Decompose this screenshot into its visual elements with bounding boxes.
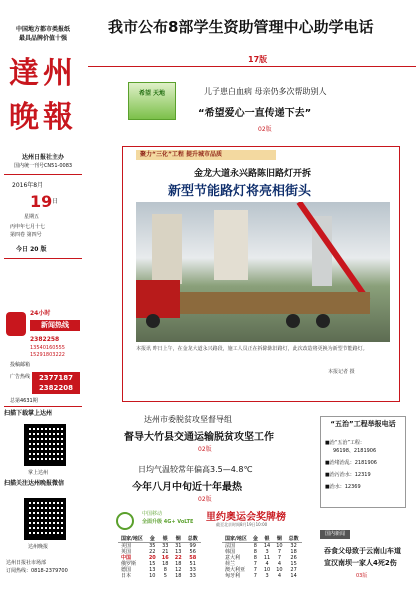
- medal-cell: 99: [189, 543, 196, 549]
- cn-number: 国内统一刊号CN51-0083: [13, 163, 73, 169]
- medal-cell: 德国: [121, 567, 132, 573]
- weekday: 星期五: [24, 214, 40, 220]
- issue-date: 2016年8月: [12, 182, 44, 189]
- crane-arm: [297, 202, 371, 302]
- medal-cell: 10: [149, 573, 156, 579]
- medal-cell: 8: [163, 567, 167, 573]
- lead-kicker: 聚力“三化”工程 提升城市品质: [136, 150, 276, 160]
- medal-cell: 15: [290, 561, 297, 567]
- promo-line-1[interactable]: 儿子患白血病 母亲仍多次帮助别人: [204, 87, 327, 96]
- wechat-name: 达州晚报: [28, 544, 49, 550]
- lead-credit: 本报记者 摄: [328, 369, 355, 375]
- hotline-box-title: “五治”工程举报电话: [330, 420, 396, 428]
- medal-cell: 31: [175, 543, 182, 549]
- page-count: 今日 20 版: [16, 246, 47, 253]
- wheel: [316, 314, 330, 328]
- lead-subtitle[interactable]: 金龙大道永兴路陈旧路灯开拆: [194, 169, 312, 179]
- news-tag: 国内新闻: [320, 530, 350, 539]
- medal-cell: 10: [276, 543, 283, 549]
- medal-cell: 21: [162, 549, 169, 555]
- medal-header-cell: 银: [159, 536, 172, 543]
- olympic-section: [116, 508, 322, 608]
- medal-cell: 18: [290, 549, 297, 555]
- lead-headline[interactable]: 新型节能路灯将亮相街头: [168, 184, 312, 199]
- hotline-1: 2382258: [30, 336, 60, 343]
- promo-banner: [128, 82, 176, 120]
- story-a-headline[interactable]: 督导大竹县交通运输脱贫攻坚工作: [124, 432, 274, 443]
- medal-table-left: [118, 536, 201, 579]
- news-page-ref[interactable]: 03版: [356, 573, 368, 579]
- medal-cell: 27: [290, 567, 297, 573]
- wheel: [286, 314, 300, 328]
- hotline-box-line-1: ■治“五治”工程：: [325, 440, 365, 446]
- issue-number: 总第4631期: [10, 398, 38, 404]
- medal-cell: 英国: [121, 549, 132, 555]
- medal-cell: 32: [290, 543, 297, 549]
- medal-header-cell: 国家/地区: [118, 536, 146, 543]
- medal-cell: 4: [277, 573, 281, 579]
- story-b-page-ref[interactable]: 02版: [198, 496, 212, 503]
- story-a-line[interactable]: 达州市委脱贫攻坚督导组: [144, 415, 232, 424]
- hotline-3: 15291803222: [30, 352, 65, 358]
- lunar-date: 丙申年七月十七: [10, 224, 46, 230]
- medal-cell: 22: [174, 555, 182, 561]
- hotline-2: 13540160555: [30, 345, 65, 351]
- hotline-box-line-2: ■治堵治乱：2181906: [325, 460, 377, 466]
- medal-table-right: [222, 536, 302, 579]
- medal-cell: 35: [149, 543, 156, 549]
- medal-row: [118, 573, 201, 579]
- olympic-logo-icon: [116, 512, 134, 530]
- promo-banner-text: 希望 天地: [138, 90, 166, 97]
- medal-cell: 韩国: [225, 549, 236, 555]
- issue-day: 19: [30, 192, 53, 211]
- top-headline[interactable]: 我市公布8部学生资助管理中心助学电话: [108, 18, 374, 36]
- news-box: [320, 530, 406, 590]
- medal-cell: 荷兰: [225, 561, 236, 567]
- story-a-page-ref[interactable]: 02版: [198, 446, 212, 453]
- email-label: 投稿邮箱: [10, 362, 31, 368]
- medal-cell: 33: [189, 567, 196, 573]
- medal-cell: 33: [162, 543, 169, 549]
- medal-cell: 7: [253, 573, 257, 579]
- building-shape: [214, 210, 248, 280]
- medal-cell: 10: [276, 567, 283, 573]
- sponsor-name: 中国移动: [142, 511, 163, 517]
- truck-cab: [136, 280, 180, 318]
- main-content: [88, 0, 416, 613]
- medal-cell: 澳大利亚: [225, 567, 246, 573]
- promo-page-ref[interactable]: 02版: [258, 126, 272, 133]
- medal-cell: 8: [253, 549, 257, 555]
- medal-cell: 3: [265, 549, 269, 555]
- ad-label: 广告热线: [10, 374, 31, 380]
- medal-header-cell: 铜: [172, 536, 185, 543]
- medal-cell: 51: [189, 561, 196, 567]
- medal-cell: 意大利: [225, 555, 241, 561]
- medal-cell: 7: [253, 561, 257, 567]
- medal-cell: 7: [253, 567, 257, 573]
- publisher: 达州日报社主办: [21, 154, 64, 161]
- medal-cell: 12: [175, 567, 182, 573]
- lead-photo[interactable]: [136, 202, 390, 342]
- medal-cell: 14: [290, 573, 297, 579]
- slogan-1: 中国地方都市类报纸: [15, 26, 70, 33]
- medal-cell: 3: [265, 573, 269, 579]
- top-page-ref[interactable]: 17版: [248, 55, 268, 64]
- masthead-column: [2, 2, 84, 610]
- divider: [4, 258, 82, 259]
- medal-cell: 18: [162, 561, 169, 567]
- medal-header-cell: 金: [146, 536, 159, 543]
- ad-phone-2: 2382208: [38, 384, 74, 392]
- medal-header-cell: 银: [261, 536, 273, 543]
- app-name: 掌上达州: [28, 470, 49, 476]
- medal-cell: 10: [263, 567, 271, 573]
- lead-caption: 本报讯 昨日上午，在金龙大道永兴路段，施工人员正在拆除陈旧路灯，此次改造将更换为新型节能路灯。: [136, 346, 368, 352]
- hotline-box-line-4: ■治水：12369: [325, 484, 361, 490]
- issue-day-suffix: 日: [52, 198, 59, 205]
- medal-cell: 中国: [121, 555, 132, 561]
- medal-header-cell: 总数: [286, 536, 302, 543]
- ad-box: [32, 372, 80, 394]
- wheel: [146, 314, 160, 328]
- medal-row: [222, 573, 302, 579]
- divider: [4, 174, 82, 175]
- hotline-label: 24小时: [30, 310, 51, 317]
- medal-header-cell: 铜: [273, 536, 285, 543]
- masthead-logo: 達州晚報: [9, 56, 77, 135]
- hotline-box-line-1b: 96198、2181906: [333, 448, 377, 454]
- divider: [4, 406, 82, 407]
- medal-cell: 56: [189, 549, 196, 555]
- news-headline-1[interactable]: 吞食父母致于云南山车道: [324, 547, 401, 555]
- medal-header-cell: 金: [250, 536, 261, 543]
- hotline-sub: 新闻热线: [30, 320, 80, 331]
- medal-cell: 13: [149, 567, 156, 573]
- medal-cell: 8: [253, 543, 257, 549]
- story-b-line[interactable]: 日均气温较常年偏高3.5—4.8℃: [138, 465, 253, 474]
- medal-cell: 4: [265, 561, 269, 567]
- footer-line-1: 达州日报社市场部: [6, 560, 47, 566]
- medal-cell: 33: [189, 573, 196, 579]
- medal-cell: 7: [277, 555, 281, 561]
- truck-bed: [180, 292, 370, 314]
- medal-cell: 20: [148, 555, 156, 561]
- medal-cell: 15: [149, 561, 156, 567]
- divider: [88, 66, 416, 67]
- medal-cell: 8: [253, 555, 257, 561]
- app-qr-code[interactable]: [24, 424, 66, 466]
- medal-cell: 13: [175, 549, 182, 555]
- medal-table-title[interactable]: 里约奥运会奖牌榜: [206, 512, 286, 523]
- medal-cell: 16: [161, 555, 169, 561]
- news-headline-2[interactable]: 宣汉南坝一家人4死2伤: [324, 559, 397, 567]
- medal-cell: 日本: [121, 573, 132, 579]
- sponsor-tagline: 全面升级 4G+ VoLTE: [142, 519, 194, 525]
- hotline-box-line-3: ■治污治水：12319: [325, 472, 371, 478]
- volume: 第四卷 第四号: [10, 232, 42, 238]
- medal-cell: 22: [149, 549, 156, 555]
- medal-cell: 11: [263, 555, 271, 561]
- report-hotline-box: [320, 416, 406, 508]
- scan-wechat-label: 扫描关注达州晚报微信: [4, 480, 65, 487]
- medal-cell: 4: [277, 561, 281, 567]
- medal-cell: 俄罗斯: [121, 561, 137, 567]
- scan-app-label: 扫描下载掌上达州: [4, 410, 53, 417]
- medal-cell: 法国: [225, 543, 236, 549]
- medal-cell: 7: [277, 549, 281, 555]
- building-shape: [152, 214, 182, 284]
- phone-icon: [6, 312, 26, 336]
- promo-headline[interactable]: “希望爱心一直传递下去”: [198, 108, 312, 119]
- medal-cell: 美国: [121, 543, 132, 549]
- story-b-headline[interactable]: 今年八月中旬近十年最热: [132, 482, 242, 493]
- medal-cell: 5: [163, 573, 167, 579]
- wechat-qr-code[interactable]: [24, 498, 66, 540]
- slogan-2: 最具品牌价值十强: [18, 35, 67, 42]
- medal-cell: 14: [263, 543, 271, 549]
- medal-header-cell: 国家/地区: [222, 536, 250, 543]
- medal-cell: 18: [175, 561, 182, 567]
- medal-cell: 18: [175, 573, 182, 579]
- medal-cell: 26: [290, 555, 297, 561]
- ad-phone-1: 2377187: [38, 374, 74, 382]
- footer-line-2: 订阅热线：0818-2379700: [6, 568, 68, 574]
- medal-cell: 匈牙利: [225, 573, 241, 579]
- medal-cell: 58: [189, 555, 197, 561]
- medal-table-subtitle: 截至北京时间8月19日10:00: [216, 522, 268, 527]
- medal-header-cell: 总数: [185, 536, 201, 543]
